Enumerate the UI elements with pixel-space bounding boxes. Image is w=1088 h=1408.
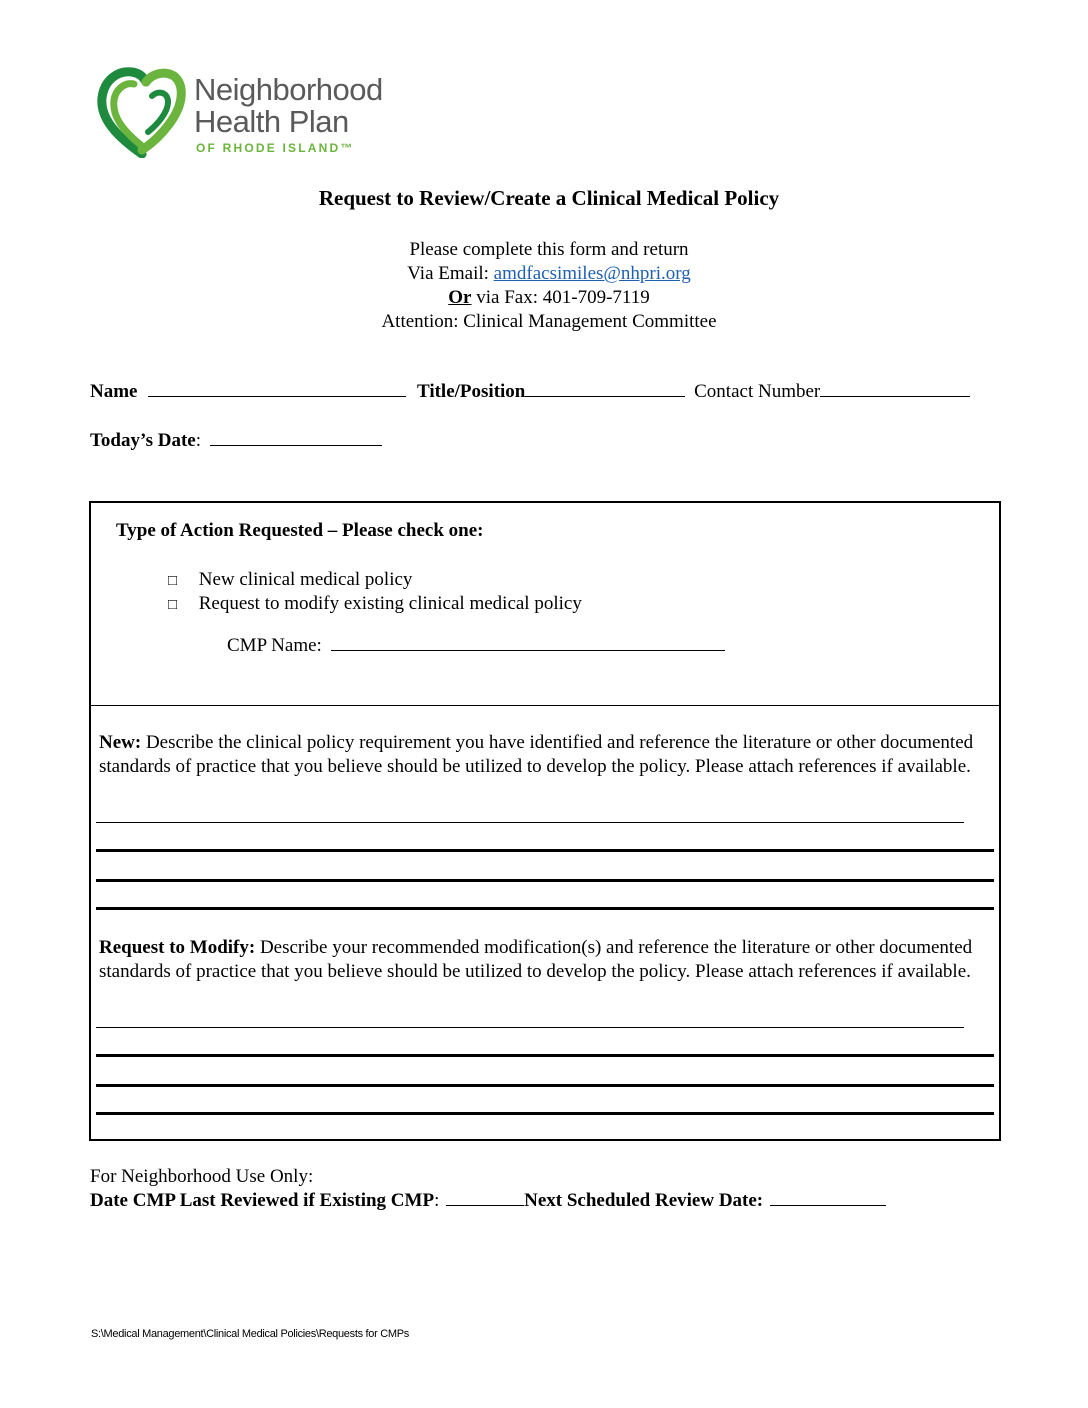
instructions — [0, 238, 1088, 334]
option-modify-label: Request to modify existing clinical medical policy — [198, 593, 582, 614]
form-title: Request to Review/Create a Clinical Medical Policy — [318, 186, 780, 210]
next-review-label: Next Scheduled Review Date: — [524, 1190, 764, 1211]
action-heading: Type of Action Requested – Please check one: — [116, 520, 484, 541]
modify-section-description: Describe your recommended modification(s) and reference the literature or other documented standards of practice that you believe should be utilized to develop the policy. Please attach references if available. — [99, 937, 973, 982]
new-answer-line[interactable] — [96, 849, 994, 852]
last-reviewed-colon: : — [434, 1190, 440, 1211]
footer-file-path: S:\Medical Management\Clinical Medical Policies\Requests for CMPs — [91, 1328, 409, 1340]
logo-line-3: OF RHODE ISLAND™ — [196, 141, 355, 155]
logo-line-2: Health Plan — [194, 104, 349, 139]
new-section-label: New: — [99, 732, 142, 753]
heart-logo-icon — [96, 66, 188, 158]
use-only-dates-row — [90, 1190, 886, 1212]
use-only-heading: For Neighborhood Use Only: — [90, 1166, 314, 1187]
new-section-text — [99, 731, 979, 779]
cmp-name-row — [227, 635, 725, 657]
todays-date-colon: : — [195, 430, 202, 451]
option-new-label: New clinical medical policy — [198, 569, 413, 590]
contact-info-row — [90, 381, 970, 403]
email-prefix: Via Email: — [407, 263, 494, 284]
name-field[interactable] — [148, 382, 406, 397]
modify-answer-line[interactable] — [96, 1027, 964, 1028]
fax-or: Or — [448, 287, 472, 308]
logo-line-1: Neighborhood — [194, 72, 383, 107]
todays-date-field[interactable] — [210, 431, 382, 446]
new-answer-line[interactable] — [96, 907, 994, 910]
modify-section-label: Request to Modify: — [99, 937, 256, 958]
instructions-attention: Attention: Clinical Management Committee — [381, 311, 717, 332]
option-new-policy[interactable] — [168, 569, 412, 591]
checkbox-icon[interactable]: □ — [168, 597, 178, 613]
box-divider — [89, 705, 1001, 706]
modify-answer-line[interactable] — [96, 1112, 994, 1115]
contact-number-field[interactable] — [820, 382, 970, 397]
todays-date-row — [90, 430, 382, 452]
email-link[interactable]: amdfacsimiles@nhpri.org — [493, 263, 691, 284]
company-logo — [96, 66, 416, 158]
modify-answer-line[interactable] — [96, 1084, 994, 1087]
todays-date-label: Today’s Date — [90, 430, 196, 451]
new-answer-line[interactable] — [96, 822, 964, 823]
instructions-email-line — [0, 262, 1088, 286]
modify-answer-line[interactable] — [96, 1054, 994, 1057]
last-reviewed-label: Date CMP Last Reviewed if Existing CMP — [90, 1190, 435, 1211]
last-reviewed-field[interactable] — [446, 1191, 524, 1206]
fax-number: via Fax: 401-709-7119 — [471, 287, 650, 308]
contact-number-label: Contact Number — [694, 381, 821, 402]
instructions-fax-line — [0, 286, 1088, 310]
title-position-label: Title/Position — [416, 381, 526, 402]
title-position-field[interactable] — [525, 382, 685, 397]
next-review-field[interactable] — [770, 1191, 886, 1206]
instructions-line-1: Please complete this form and return — [409, 239, 689, 260]
new-answer-line[interactable] — [96, 879, 994, 882]
checkbox-icon[interactable]: □ — [168, 573, 178, 589]
option-modify-policy[interactable] — [168, 593, 582, 615]
cmp-name-label: CMP Name: — [227, 635, 322, 656]
modify-section-text — [99, 936, 979, 984]
name-label: Name — [90, 381, 138, 402]
new-section-description: Describe the clinical policy requirement you have identified and reference the literature or other documented standards of practice that you believe should be utilized to develop the policy. Please attach references if available. — [99, 732, 974, 777]
cmp-name-field[interactable] — [331, 636, 725, 651]
